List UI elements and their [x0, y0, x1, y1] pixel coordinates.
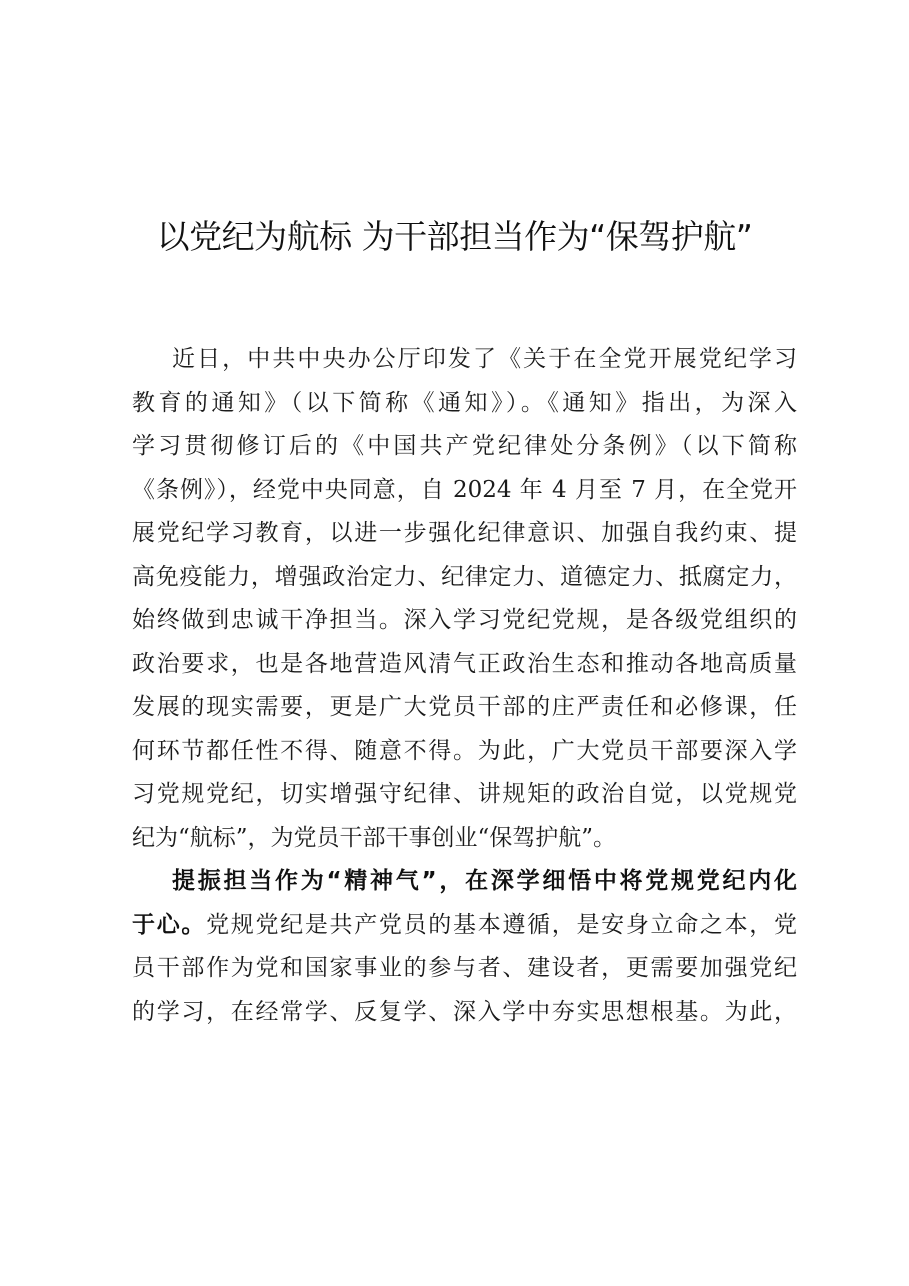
- paragraph-2-heading-end: 于心。: [132, 911, 207, 938]
- paragraph-1-line: 《条例》），经党中央同意，自 2024 年 4 月至 7 月，在全党开: [132, 476, 797, 503]
- paragraph-1-line: 政治要求，也是各地营造风清气正政治生态和推动各地高质量: [132, 650, 797, 677]
- paragraph-1-line: 学习贯彻修订后的《中国共产党纪律处分条例》（以下简称: [132, 433, 797, 459]
- paragraph-2-heading: 提振担当作为“精神气”，在深学细悟中将党规党纪内化: [172, 868, 797, 894]
- paragraph-2-line: 员干部作为党和国家事业的参与者、建设者，更需要加强党纪: [132, 955, 797, 981]
- paragraph-2-line: [132, 904, 797, 948]
- paragraph-1-line: 教育的通知》（以下简称《通知》）。《通知》指出，为深入: [132, 389, 797, 416]
- paragraph-1-line: 始终做到忠诚干净担当。深入学习党纪党规，是各级党组织的: [132, 607, 797, 633]
- paragraph-1-line: 习党规党纪，切实增强守纪律、讲规矩的政治自觉，以党规党: [132, 781, 797, 807]
- paragraph-1-line: 近日，中共中央办公厅印发了《关于在全党开展党纪学习: [172, 346, 797, 372]
- document-body: [132, 338, 797, 1034]
- paragraph-1-line: 发展的现实需要，更是广大党员干部的庄严责任和必修课，任: [132, 694, 797, 720]
- paragraph-1-line: 纪为“航标”，为党员干部干事创业“保驾护航”。: [132, 824, 617, 851]
- paragraph-2-text: 党规党纪是共产党员的基本遵循，是安身立命之本，党: [206, 911, 798, 938]
- paragraph-1-line: 何环节都任性不得、随意不得。为此，广大党员干部要深入学: [132, 737, 797, 764]
- paragraph-1-line: 高免疫能力，增强政治定力、纪律定力、道德定力、抵腐定力，: [132, 563, 797, 590]
- paragraph-1-line: 展党纪学习教育，以进一步强化纪律意识、加强自我约束、提: [132, 520, 797, 546]
- document-title: 以党纪为航标 为干部担当作为“保驾护航”: [156, 217, 753, 256]
- paragraph-2-line: 的学习，在经常学、反复学、深入学中夯实思想根基。为此，: [132, 998, 797, 1025]
